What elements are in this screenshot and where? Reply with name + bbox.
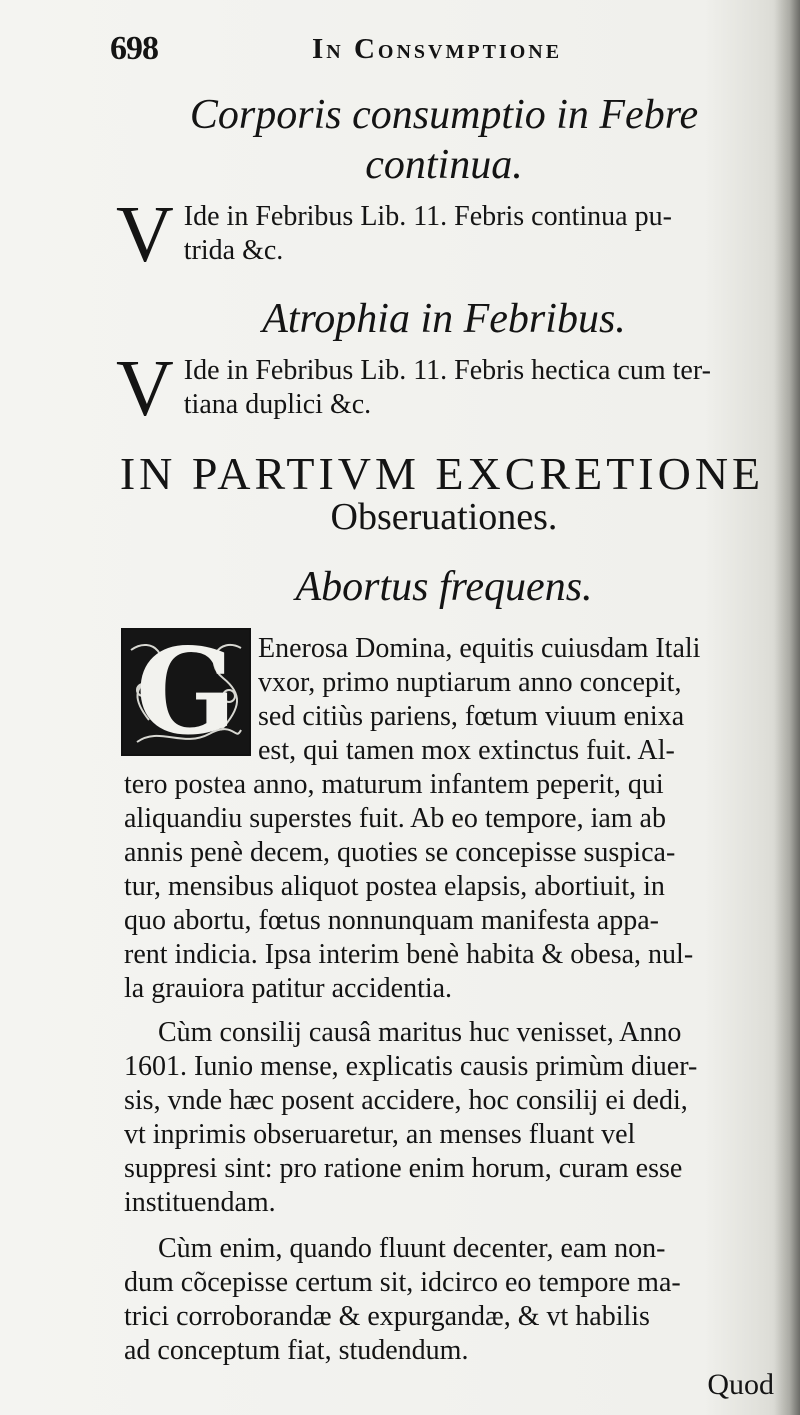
text-line: vxor, primo nuptiarum anno concepit,	[258, 667, 682, 698]
text-line: sis, vnde hæc posent accidere, hoc consilij ei dedi,	[124, 1085, 688, 1116]
text-line: est, qui tamen mox extinctus fuit. Al-	[258, 735, 675, 766]
section-title-line: continua.	[365, 142, 523, 188]
paragraph-abortus-2	[124, 1016, 770, 1220]
drop-cap: V	[116, 345, 174, 433]
text-line: trici corroborandæ & expurgandæ, & vt habilis	[124, 1301, 650, 1332]
initial-letter: G	[135, 622, 237, 761]
running-title: In Consvmptione	[312, 33, 563, 65]
section-title: Abortus frequens.	[295, 564, 593, 610]
text-line: suppresi sint: pro ratione enim horum, curam esse	[124, 1153, 683, 1184]
text-line: tero postea anno, maturum infantem peperit, qui	[124, 769, 664, 800]
text-line: Cùm enim, quando fluunt decenter, eam non-	[158, 1233, 666, 1264]
text-line: Ide in Febribus Lib. 11. Febris hectica cum ter-	[183, 355, 711, 386]
text-line: tiana duplici &c.	[183, 389, 372, 420]
paragraph-abortus-1	[124, 768, 770, 1006]
page-number: 698	[110, 30, 158, 67]
text-line: trida &c.	[183, 235, 284, 266]
text-line: la grauiora patitur accidentia.	[124, 973, 453, 1004]
text-line: rent indicia. Ipsa interim benè habita & obesa, nul-	[124, 939, 694, 970]
paragraph-vide-febris-hectica	[116, 345, 768, 433]
section-title	[118, 90, 770, 190]
paragraph-vide-febris-continua	[116, 191, 768, 279]
text-line: Ide in Febribus Lib. 11. Febris continua pu-	[183, 201, 672, 232]
text-line: ad conceptum fiat, studendum.	[124, 1335, 469, 1366]
paragraph-abortus-3	[124, 1232, 770, 1368]
text-line: sed citiùs pariens, fœtum viuum enixa	[258, 701, 685, 732]
section-title: Atrophia in Febribus.	[262, 296, 626, 342]
paragraph-initial-lines	[258, 632, 770, 768]
section-corporis-consumptio	[118, 90, 770, 190]
text-line: annis penè decem, quoties se concepisse suspica-	[124, 837, 676, 868]
text-line: Cùm consilij causâ maritus huc venisset, Anno	[158, 1017, 682, 1048]
text-line: Enerosa Domina, equitis cuiusdam Itali	[258, 633, 701, 664]
page-edge-shadow	[774, 0, 800, 1415]
drop-cap: V	[116, 191, 174, 279]
text-line: dum cõcepisse certum sit, idcirco eo tempore ma-	[124, 1267, 681, 1298]
text-line: tur, mensibus aliquot postea elapsis, abortiuit, in	[124, 871, 665, 902]
section-title-line: Corporis consumptio in Febre	[189, 92, 699, 138]
text-line: aliquandiu superstes fuit. Ab eo tempore, iam ab	[124, 803, 666, 834]
section-subheading: Obseruationes.	[330, 496, 558, 538]
ornamental-initial	[121, 622, 251, 761]
text-line: vt inprimis obseruaretur, an menses fluant vel	[124, 1119, 636, 1150]
text-line: 1601. Iunio mense, explicatis causis primùm diuer-	[124, 1051, 698, 1082]
catchword: Quod	[707, 1368, 774, 1401]
text-line: quo abortu, fœtus nonnunquam manifesta appa-	[124, 905, 659, 936]
section-heading: IN PARTIVM EXCRETIONE	[119, 448, 765, 499]
running-header	[110, 30, 770, 70]
text-line: instituendam.	[124, 1187, 276, 1218]
